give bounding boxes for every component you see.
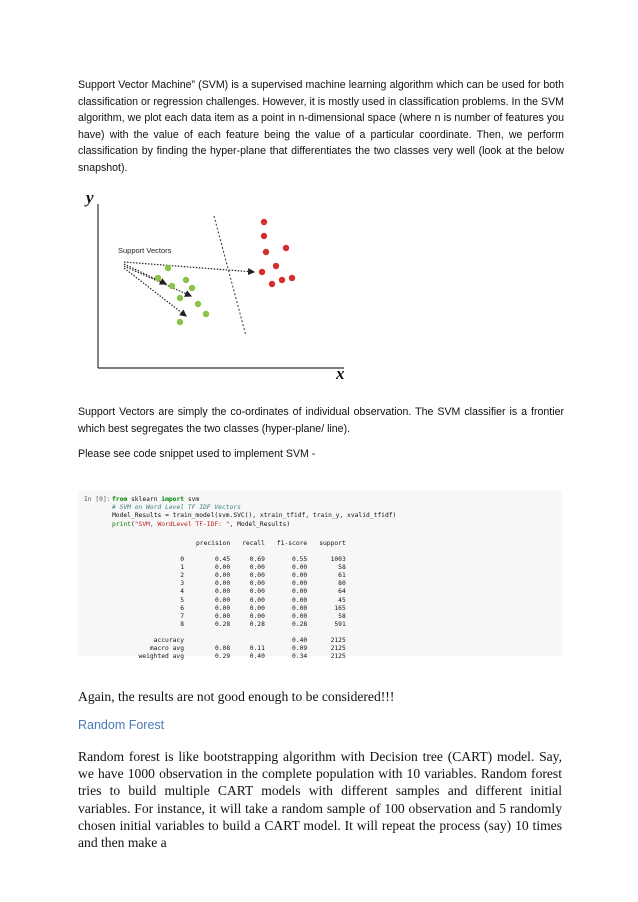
svm-diagram — [86, 186, 356, 386]
report-row — [112, 556, 352, 564]
keyword: from — [112, 496, 128, 503]
section-heading-random-forest: Random Forest — [78, 718, 165, 732]
report-cell: 0.00 — [249, 572, 265, 580]
report-cell: 0.28 — [292, 620, 308, 628]
code-text: svm — [184, 496, 200, 503]
report-row — [112, 653, 352, 661]
report-row — [112, 572, 352, 580]
report-row — [112, 597, 352, 605]
report-cell: 0.00 — [214, 612, 231, 620]
report-cell: 0.69 — [249, 556, 265, 564]
report-cell: 165 — [334, 604, 346, 612]
report-cell: 0.40 — [249, 653, 265, 661]
report-cell: 0.00 — [292, 580, 308, 588]
code-text: sklearn — [127, 496, 162, 503]
report-cell: 45 — [338, 596, 346, 604]
svm-figure — [86, 186, 356, 386]
report-cell: 0.28 — [214, 620, 231, 628]
report-cell: 0.28 — [249, 620, 265, 628]
report-cell: 0.09 — [292, 645, 308, 653]
report-cell: 0.00 — [214, 604, 231, 612]
report-cell: weighted avg — [138, 653, 184, 661]
report-cell: 0 — [180, 556, 184, 564]
snippet-intro: Please see code snippet used to implement SVM - — [78, 448, 316, 460]
report-header: f1-score — [276, 540, 308, 547]
report-cell: 1003 — [330, 556, 346, 564]
code-comment: # SVM on Word Level TF IDF Vectors — [112, 504, 241, 512]
random-forest-paragraph: Random forest is like bootstrapping algorithm with Decision tree (CART) model. Say, we have 1000 observation in the complete population with 10 variables. Random forest tries to build multiple CART models with different samples and different initial variables. For instance, it will take a random sample of 100 observation and 5 randomly chosen initial variables to build a CART model. It will repeat the process (say) 10 times and then make a — [78, 749, 562, 851]
x-axis-label: x — [336, 364, 345, 383]
report-cell: 2125 — [330, 636, 346, 644]
intro-paragraph: Support Vector Machine” (SVM) is a supervised machine learning algorithm which can be used for both classification or regression challenges. However, it is mostly used in classification problems. In the SVM algorithm, we plot each data item as a point in n-dimensional space (where n is number of features you have) with the value of each feature being the value of a particular coordinate. Then, we perform classification by finding the hyper-plane that differentiates the two classes very well (look at the below snapshot). — [78, 79, 564, 174]
code-source — [112, 496, 396, 529]
support-vectors-annotation: Support Vectors — [118, 246, 172, 255]
report-cell: 0.00 — [292, 572, 308, 580]
report-cell: 64 — [338, 588, 346, 596]
report-cell: 0.29 — [214, 653, 231, 661]
results-comment: Again, the results are not good enough to be considered!!! — [78, 689, 395, 704]
code-prompt: In [0]: — [84, 496, 111, 503]
report-row — [112, 645, 352, 653]
report-cell: 0.34 — [292, 653, 308, 661]
y-axis-label: y — [86, 188, 94, 207]
report-cell: 0.11 — [249, 645, 265, 653]
report-cell: 0.00 — [249, 604, 265, 612]
report-cell: 0.00 — [214, 588, 231, 596]
report-cell: 591 — [334, 620, 346, 628]
report-cell: 0.00 — [292, 612, 308, 620]
report-cell: 5 — [180, 596, 184, 604]
report-cell: 0.00 — [292, 596, 308, 604]
keyword: import — [161, 496, 185, 503]
report-header: support — [319, 540, 346, 547]
report-cell: 6 — [180, 604, 184, 612]
report-row — [112, 588, 352, 596]
report-cell: 0.00 — [214, 572, 231, 580]
report-header-row — [112, 540, 352, 548]
report-cell: 0.00 — [214, 580, 231, 588]
report-cell: macro avg — [149, 645, 184, 653]
red-class-points — [259, 219, 295, 287]
report-cell: 0.00 — [249, 588, 265, 596]
report-cell: 0.00 — [249, 564, 265, 572]
report-row — [112, 613, 352, 621]
code-cell — [78, 490, 562, 661]
report-cell: 0.00 — [249, 612, 265, 620]
report-cell: 0.55 — [292, 556, 308, 564]
report-cell: 0.00 — [292, 564, 308, 572]
report-cell: 4 — [180, 588, 184, 596]
report-cell: 2 — [180, 572, 184, 580]
report-row — [112, 621, 352, 629]
report-cell: 0.00 — [214, 596, 231, 604]
report-cell: 3 — [180, 580, 184, 588]
report-cell: 0.00 — [249, 580, 265, 588]
report-cell: 0.45 — [214, 556, 231, 564]
report-cell: 1 — [180, 564, 184, 572]
report-cell: 8 — [180, 620, 184, 628]
code-string: "SVM, WordLevel TF-IDF: " — [134, 520, 230, 528]
code-function: print — [112, 520, 131, 528]
report-row — [112, 564, 352, 572]
report-cell: 0.40 — [292, 636, 308, 644]
report-row — [112, 580, 352, 588]
report-cell: 0.00 — [249, 596, 265, 604]
report-cell: 0.00 — [214, 564, 231, 572]
report-cell: 0.00 — [292, 604, 308, 612]
report-cell: 2125 — [330, 653, 346, 661]
report-cell: 58 — [338, 612, 346, 620]
report-cell: 61 — [338, 572, 346, 580]
report-row — [112, 605, 352, 613]
code-text: , Model_Results) — [229, 520, 291, 528]
report-header: recall — [242, 540, 265, 547]
hyperplane-line — [214, 216, 246, 336]
report-cell: 7 — [180, 612, 184, 620]
report-cell — [190, 637, 236, 645]
report-cell: 58 — [338, 564, 346, 572]
report-cell: 0.08 — [214, 645, 231, 653]
green-class-points — [155, 265, 209, 325]
code-text: Model_Results = train_model(svm.SVC(), xtrain_tfidf, train_y, xvalid_tfidf) — [112, 512, 397, 520]
code-text: ( — [130, 520, 135, 528]
report-row — [112, 637, 352, 645]
support-vectors-paragraph: Support Vectors are simply the co-ordinates of individual observation. The SVM classifier is a frontier which best segregates the two classes (hyper-plane/ line). — [78, 406, 564, 435]
classification-report — [112, 540, 352, 661]
report-cell — [236, 637, 271, 645]
report-cell: 80 — [338, 580, 346, 588]
report-cell: 0.00 — [292, 588, 308, 596]
report-header: precision — [196, 540, 231, 547]
report-cell: 2125 — [330, 645, 346, 653]
report-cell: accuracy — [153, 636, 184, 644]
